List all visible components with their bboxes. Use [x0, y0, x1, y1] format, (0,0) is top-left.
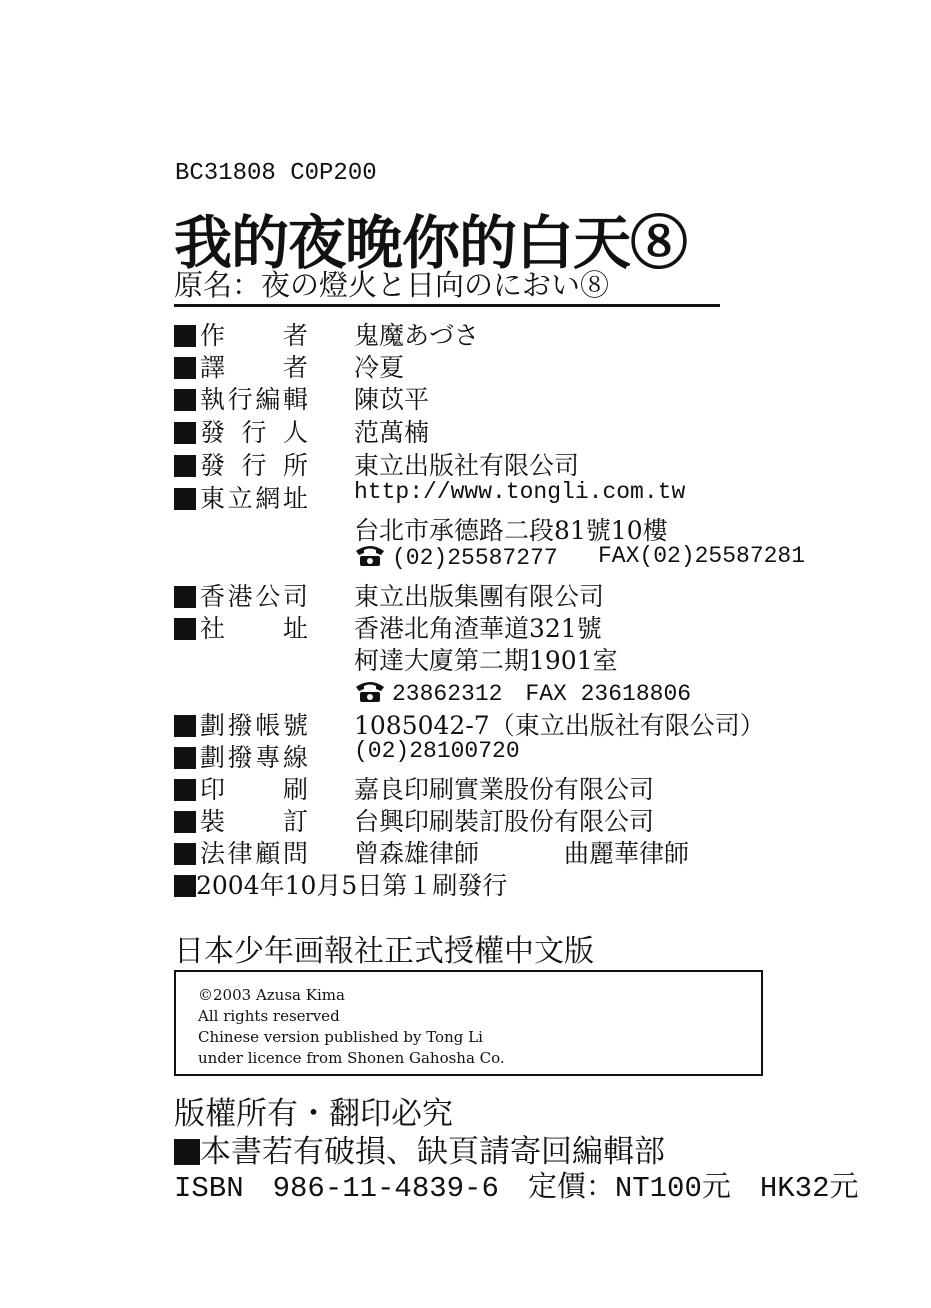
credit-label: 法律顧問 [200, 839, 308, 868]
bullet-square [174, 455, 196, 477]
credit-value: 1085042-7（東立出版社有限公司） [354, 711, 765, 740]
credit-label: 香港公司 [200, 582, 308, 611]
credit-value: 嘉良印刷實業股份有限公司 [354, 775, 655, 804]
credit-value-2: 曲麗華律師 [564, 839, 690, 868]
credit-value: 柯達大廈第二期1901室 [354, 646, 618, 675]
isbn-price: ISBN 986-11-4839-6 定價：NT100元 HK32元 [174, 1172, 859, 1205]
credit-label: 印 刷 [200, 775, 308, 804]
copyright-box [174, 970, 763, 1076]
credit-value: 鬼魔あづさ [354, 321, 480, 350]
credit-label: 社 址 [200, 614, 308, 643]
bullet-square [174, 747, 196, 769]
credit-label: 發 行 人 [200, 418, 308, 447]
bullet-square [174, 422, 196, 444]
phone-number: (02)25587277 [392, 545, 558, 571]
bullet-square [174, 586, 196, 608]
copyright-line: Chinese version published by Tong Li [198, 1028, 483, 1046]
rights-reserved: 版權所有・翻印必究 [174, 1096, 453, 1132]
damaged-notice-text: 本書若有破損、缺頁請寄回編輯部 [200, 1134, 665, 1170]
bullet-square [174, 325, 196, 347]
credit-label: 劃撥專線 [200, 743, 308, 772]
credit-value: 香港北角渣華道321號 [354, 614, 602, 643]
bullet-square [174, 389, 196, 411]
website-url: http://www.tongli.com.tw [354, 479, 686, 505]
fax-number: FAX(02)25587281 [598, 543, 806, 569]
bullet-square [174, 843, 196, 865]
bullet-square [174, 811, 196, 833]
original-title: 原名：夜の燈火と日向のにおい⑧ [174, 268, 610, 302]
copyright-line: All rights reserved [198, 1007, 340, 1025]
bullet-square [174, 357, 196, 379]
catalog-code: BC31808 C0P200 [175, 160, 377, 187]
copyright-line: under licence from Shonen Gahosha Co. [198, 1049, 505, 1067]
bullet-square [174, 1139, 200, 1165]
credit-label: 東立網址 [200, 484, 308, 513]
bullet-square [174, 875, 196, 897]
edition-note: 日本少年画報社正式授權中文版 [174, 934, 594, 969]
telephone-icon [354, 679, 386, 703]
credit-label: 執行編輯 [200, 385, 308, 414]
credit-row-print-date [174, 866, 507, 898]
credit-value: 台北市承德路二段81號10樓 [354, 516, 668, 545]
phone-fax-number: 23862312 FAX 23618806 [392, 681, 692, 707]
credit-value: 東立出版集團有限公司 [354, 582, 605, 611]
telephone-icon [354, 543, 386, 567]
credit-value: 冷夏 [354, 353, 405, 382]
credit-label: 作 者 [200, 321, 308, 350]
credit-value: 台興印刷裝訂股份有限公司 [354, 807, 655, 836]
credit-label: 裝 訂 [200, 807, 308, 836]
credit-value: 曾森雄律師 [354, 839, 480, 868]
credit-value: 陳苡平 [354, 385, 430, 414]
credit-value: (02)28100720 [354, 738, 520, 764]
book-title: 我的夜晚你的白天⑧ [174, 209, 688, 277]
copyright-line: ©2003 Azusa Kima [198, 986, 345, 1004]
bullet-square [174, 618, 196, 640]
credit-label: 譯 者 [200, 353, 308, 382]
credit-label: 發 行 所 [200, 451, 308, 480]
credit-value: 范萬楠 [354, 418, 430, 447]
bullet-square [174, 488, 196, 510]
title-divider [174, 304, 720, 307]
bullet-square [174, 715, 196, 737]
credit-value: 東立出版社有限公司 [354, 451, 580, 480]
credit-label: 劃撥帳號 [200, 711, 308, 740]
bullet-square [174, 779, 196, 801]
print-date: 2004年10月5日第１刷發行 [196, 871, 508, 900]
